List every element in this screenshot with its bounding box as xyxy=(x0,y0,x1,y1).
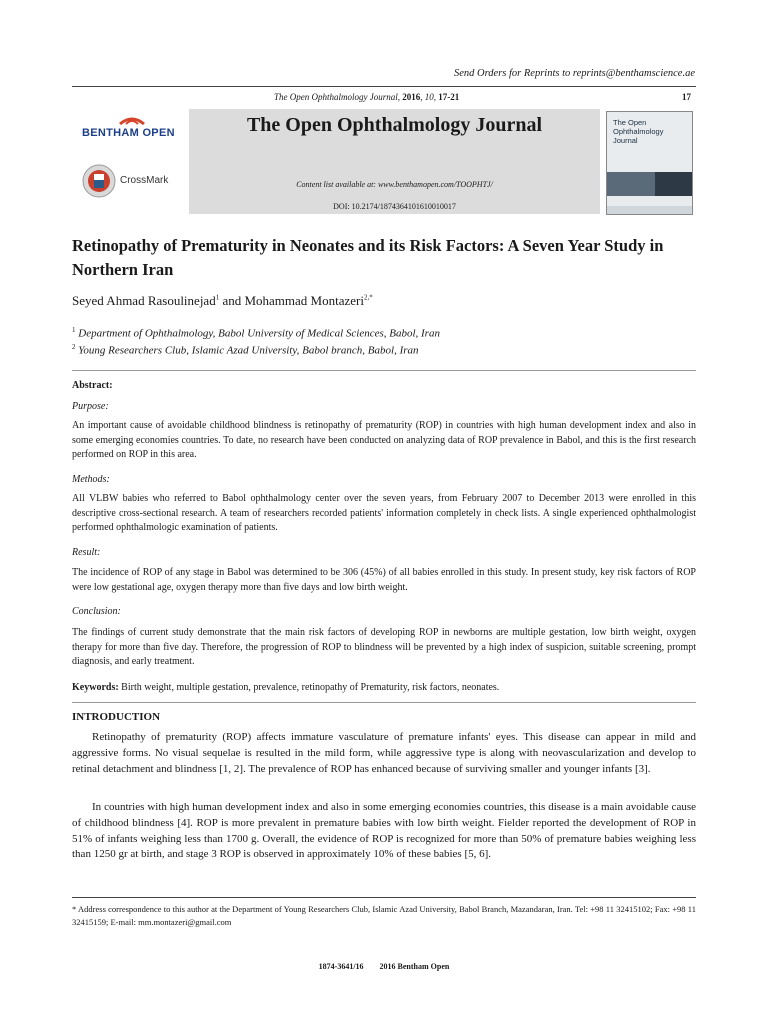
keywords-label: Keywords: xyxy=(72,682,119,693)
conclusion-text: The findings of current study demonstrate that the main risk factors of developing ROP in newborns are multiple gestation, low birth weight, oxygen therapy for more than five day. Therefore, the progression of ROP to blindness will be prevented by a high index of suspicion, suitable screening, prompt diagnosis, and early treatment. xyxy=(72,627,696,668)
conclusion-label: Conclusion: xyxy=(72,606,121,617)
article-title: Retinopathy of Prematurity in Neonates and its Risk Factors: A Seven Year Study in Northern Iran xyxy=(72,236,664,279)
keywords-text: Birth weight, multiple gestation, prevalence, retinopathy of Prematurity, risk factors, neonates. xyxy=(121,682,500,693)
abstract-top-rule xyxy=(72,370,696,371)
authors xyxy=(72,293,373,309)
affiliation-2-number: 2 xyxy=(72,343,76,351)
abstract-bottom-rule xyxy=(72,702,696,703)
abstract-heading: Abstract: xyxy=(72,380,113,391)
footnote-rule xyxy=(72,897,696,898)
journal-year: 2016 xyxy=(402,92,421,102)
keywords xyxy=(72,682,696,693)
journal-citation: The Open Ophthalmology Journal, 2016, 10, 17-21 xyxy=(274,92,460,102)
journal-name: The Open Ophthalmology Journal xyxy=(274,92,398,102)
cover-footer xyxy=(607,206,692,214)
journal-volume: 10 xyxy=(424,92,434,102)
cover-title: The Open Ophthalmology Journal xyxy=(613,118,664,145)
methods-label: Methods: xyxy=(72,474,110,485)
correspondence-footnote: * Address correspondence to this author at the Department of Young Researchers Club, Islamic Azad University, Babol Branch, Mazandaran, Iran. Tel: +98 11 32415102; Fax: +98 11 32415159; E-mail: mm.montazeri@gmail.com xyxy=(72,904,696,927)
cover-image-dark xyxy=(655,172,692,196)
intro-paragraph-1: Retinopathy of prematurity (ROP) affects immature vasculature of premature infants' eyes. This disease can appear in mild and aggressive forms. No visual sequelae is resulted in the mild form, while aggressive type is along with neovascularization and develop to retinal detachment and blindness [1, 2]. The prevalence of ROP has enhanced because of surviving smaller and younger infants [3]. xyxy=(72,731,696,775)
journal-title: The Open Ophthalmology Journal xyxy=(246,114,543,136)
methods-text: All VLBW babies who referred to Babol ophthalmology center over the seven years, from February 2007 to December 2013 were enrolled in this descriptive cross-sectional research. A team of researchers recorded patients' information completely in check lists. A single experienced ophthalmologist performed ophthalmologic examination of patients. xyxy=(72,493,696,534)
journal-cover-thumbnail xyxy=(606,111,693,215)
author-2: and Mohammad Montazeri xyxy=(219,293,364,308)
author-2-affil: 2,* xyxy=(363,293,373,302)
affiliation-1 xyxy=(72,326,440,340)
reprint-notice: Send Orders for Reprints to reprints@benthamscience.ae xyxy=(453,68,695,79)
page-number: 17 xyxy=(682,92,691,102)
issn-line: 1874-3641/16 2016 Bentham Open xyxy=(318,962,450,971)
journal-pages: 17-21 xyxy=(438,92,460,102)
header-rule xyxy=(72,86,696,87)
affiliation-2-text: Young Researchers Club, Islamic Azad University, Babol branch, Babol, Iran xyxy=(78,344,419,357)
author-1: Seyed Ahmad Rasoulinejad xyxy=(72,293,216,308)
result-label: Result: xyxy=(72,547,101,558)
purpose-label: Purpose: xyxy=(72,401,109,412)
affiliation-2 xyxy=(72,343,419,357)
purpose-text: An important cause of avoidable childhood blindness is retinopathy of prematurity (ROP) in countries with high human development index and also in some emerging economies countries. To date, no research have been conducted on analyzing data of ROP prevalence in Babol, and this is the first research performed on ROP in this area. xyxy=(72,420,696,461)
result-text: The incidence of ROP of any stage in Babol was determined to be 306 (45%) of all babies enrolled in this study. In present study, key risk factors of ROP were low gestational age, oxygen therapy more than five days and low birth weight. xyxy=(72,567,696,593)
introduction-heading: INTRODUCTION xyxy=(72,711,161,723)
affiliation-1-number: 1 xyxy=(72,326,76,334)
content-list-link[interactable]: Content list available at: www.benthamopen.com/TOOPHTJ/ xyxy=(296,180,493,189)
affiliation-1-text: Department of Ophthalmology, Babol University of Medical Sciences, Babol, Iran xyxy=(78,327,440,340)
intro-paragraph-2: In countries with high human development index and also in some emerging economies countries, this disease is a main avoidable cause of childhood blindness [4]. ROP is more prevalent in premature babies with low birth weight. Fielder reported the development of ROP in 51% of infants weighing less than 1700 g. Overall, the evidence of ROP is recognized for more than 50% of premature babies weighing less than 1250 gr at birth, and stage 3 ROP is observed in approximately 10% of these babies [5, 6]. xyxy=(72,801,696,861)
bentham-open-text: BENTHAM OPEN xyxy=(82,127,175,139)
crossmark-label: CrossMark xyxy=(120,175,169,186)
doi[interactable]: DOI: 10.2174/1874364101610010017 xyxy=(333,202,456,211)
author-1-affil: 1 xyxy=(215,293,220,302)
